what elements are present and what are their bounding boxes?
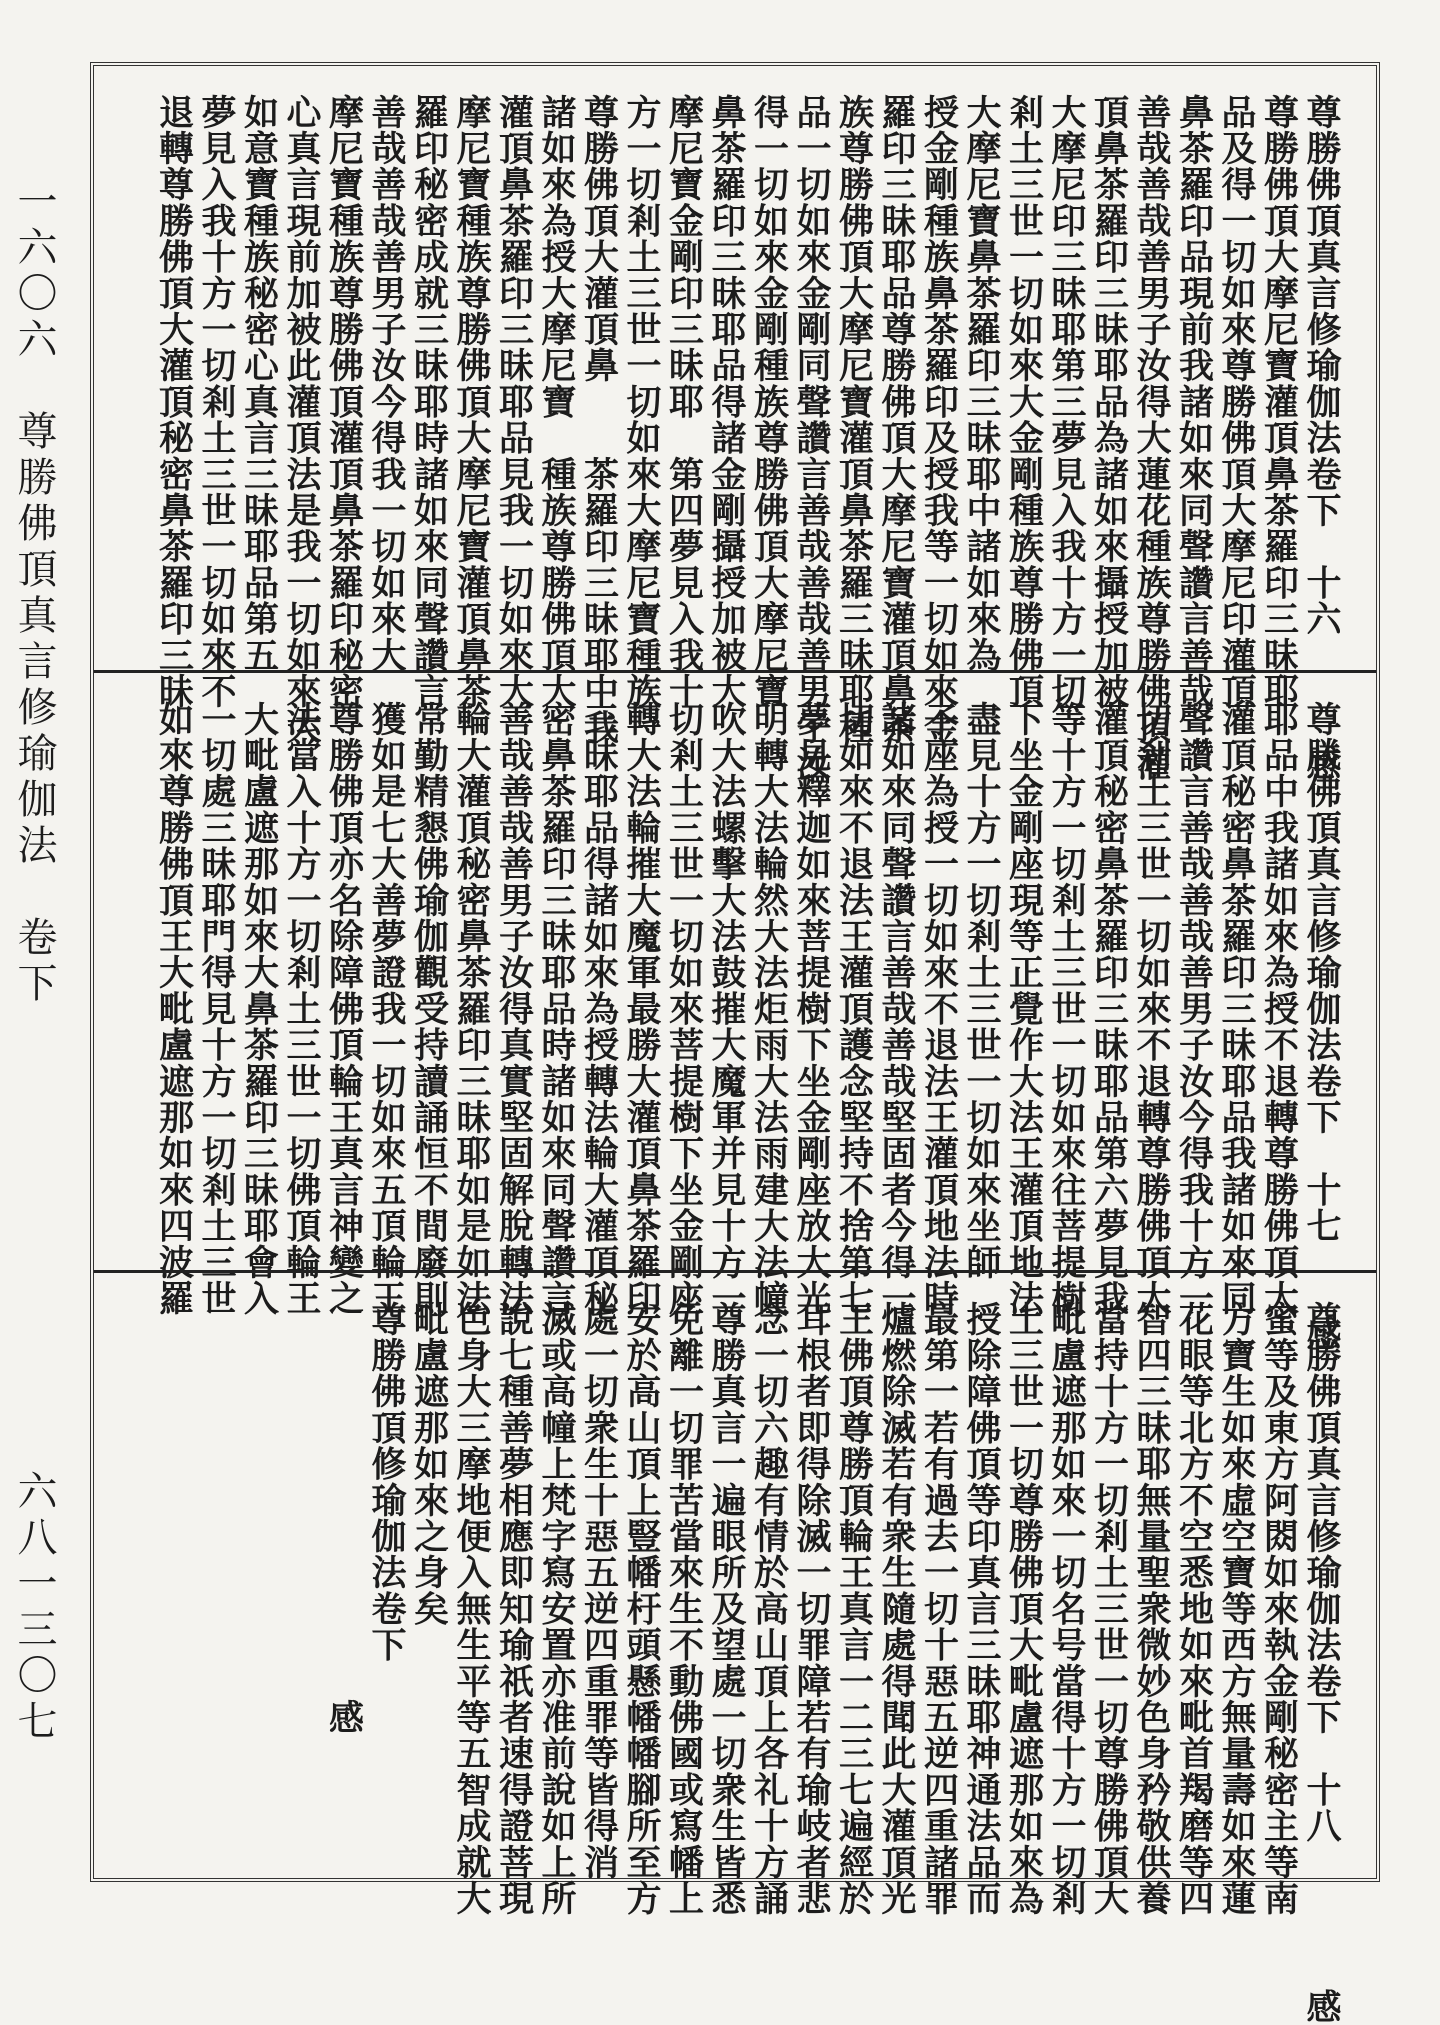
text-column: 灌頂鼻茶羅印三昧耶品見我一切如來大 xyxy=(493,94,535,710)
text-column: 三昧耶品得諸如來為授轉法輪大灌頂秘 xyxy=(578,701,620,1317)
text-column: 夢見入我十方一切剎土三世一切如來不 xyxy=(196,94,237,710)
text-column: 善哉善哉善男子汝得真實堅固解脫轉法 xyxy=(493,701,535,1317)
text-column: 爐燃除滅若有衆生隨處得聞此大灌頂光 xyxy=(876,1301,917,1917)
text-column: 尊勝佛頂大灌頂鼻 茶羅印三昧耶中我 xyxy=(578,94,620,746)
text-column: 尊勝佛頂真言修瑜伽法卷下 十六 感 xyxy=(1301,94,1342,782)
panel-lower xyxy=(94,1270,1376,2025)
text-column: 大毗盧遮那如來大鼻茶羅印三昧耶會入 xyxy=(238,701,280,1317)
text-column: 輪大灌頂秘密鼻茶羅印三昧耶如是如法 xyxy=(451,701,492,1317)
text-column: 花眼等北方不空悉地如來毗首羯磨等四 xyxy=(1173,1301,1215,1917)
text-column: 摩尼寶種族尊勝佛頂大摩尼寶灌頂鼻茶 xyxy=(451,94,492,710)
text-column: 授除障佛頂等印真言三昧耶神通法品而 xyxy=(961,1301,1002,1917)
text-column: 尊勝佛頂真言修瑜伽法卷下 十八 感 xyxy=(1301,1301,1342,2025)
text-column: 退轉尊勝佛頂大灌頂秘密鼻茶羅印三昧 xyxy=(153,94,195,710)
text-column: 密鼻茶羅印三昧耶品時諸如來同聲讚言 xyxy=(536,701,577,1317)
text-column: 轉大法輪摧大魔軍最勝大灌頂鼻茶羅印 xyxy=(621,701,662,1317)
text-column: 善哉善哉善男子汝今得我一切如來大 xyxy=(366,94,407,674)
text-column: 羅印三昧耶品尊勝佛頂大摩尼寶灌頂鼻茶 xyxy=(876,94,917,746)
text-column: 品一切如來金剛同聲讚言善哉善哉善男子汝 xyxy=(791,94,832,782)
text-column: 最第一若有過去一切十惡五逆四重諸罪 xyxy=(918,1301,960,1917)
text-column: 說七種善夢相應即知瑜祇者速得證菩現 xyxy=(493,1301,535,1917)
text-column: 子座為授一切如來不退法王灌頂地法時 xyxy=(918,701,960,1317)
text-column: 摩尼寶種族尊勝佛頂灌頂鼻茶羅印秘密 xyxy=(323,94,365,710)
panel-text xyxy=(152,701,1342,1353)
panel-upper xyxy=(94,66,1376,782)
text-column: 尊勝佛頂大摩尼寶灌頂鼻茶羅印三昧耶 xyxy=(1258,94,1300,710)
text-column: 免離一切罪苦當來生不動佛國或寫幡上 xyxy=(663,1301,705,1917)
text-column: 耳根者即得除滅一切罪障若有瑜岐者悲 xyxy=(791,1301,832,1917)
text-column: 諸如來同聲讚言善哉善哉堅固者今得一 xyxy=(876,701,917,1317)
text-column: 尊勝真言一遍眼所及望處一切衆生皆悉 xyxy=(706,1301,747,1917)
text-column: 智四三昧耶無量聖衆微妙色身矜敬供養 xyxy=(1131,1301,1172,1917)
text-column: 盡見十方一切剎土三世一切如來坐師 xyxy=(961,701,1002,1281)
margin-title: 一六〇六 尊勝佛頂真言修瑜伽法 卷下 xyxy=(11,180,57,1008)
text-column: 品及得一切如來尊勝佛頂大摩尼印灌頂 xyxy=(1216,94,1257,710)
text-column: 一切處三昧耶門得見十方一切剎土三世 xyxy=(196,701,237,1317)
text-column: 獲如是七大善夢證我一切如來五頂輪王 xyxy=(366,701,407,1317)
text-column: 滅或高幢上梵字寫安置亦准前說如上所 xyxy=(536,1301,577,1917)
text-column: 耶品中我諸如來為授不退轉尊勝佛頂大 xyxy=(1258,701,1300,1317)
text-column: 灌頂秘密鼻茶羅印三昧耶品第六夢見我 xyxy=(1088,701,1130,1317)
text-column: 法當入十方一切剎土三世一切佛頂輪王 xyxy=(281,701,322,1317)
text-column: 切剎土三世一切如來不退轉尊勝佛頂大 xyxy=(1131,701,1172,1317)
text-column: 鼻茶羅印三昧耶品得諸金剛攝授加被大 xyxy=(706,94,747,710)
text-column: 當持十方一切剎土三世一切尊勝佛頂大 xyxy=(1088,1301,1130,1917)
text-column: 剎土三世一切如來大金剛種族尊勝佛頂 xyxy=(1003,94,1045,710)
text-column: 念一切六趣有情於高山頂上各礼十方誦 xyxy=(748,1301,790,1917)
text-column: 處一切衆生十惡五逆四重罪等皆得消 xyxy=(578,1301,620,1881)
text-column: 大摩尼寶鼻茶羅印三昧耶中諸如來為 xyxy=(961,94,1002,674)
text-column: 得一切如來金剛種族尊勝佛頂大摩尼寶 xyxy=(748,94,790,710)
text-column: 善哉善哉善男子汝得大蓮花種族尊勝佛頂灌 xyxy=(1131,94,1172,782)
panel-middle xyxy=(94,670,1376,1353)
text-column: 蜜等及東方阿閦如來執金剛秘密主等南 xyxy=(1258,1301,1300,1917)
text-column: 等十方一切剎土三世一切如來往菩提樹 xyxy=(1046,701,1087,1317)
text-column: 安於高山頂上豎幡杅頭懸幡幡腳所至方 xyxy=(621,1301,662,1917)
text-column: 頂鼻茶羅印三昧耶品為諸如來攝授加被 xyxy=(1088,94,1130,710)
text-column: 如來尊勝佛頂王大毗盧遮那如來四波羅 xyxy=(153,701,195,1317)
text-column: 方一切剎土三世一切如來大摩尼寶種族 xyxy=(621,94,662,710)
text-column: 聲讚言善哉善哉善男子汝今得我十方一 xyxy=(1173,701,1215,1317)
text-column: 吹大法螺擊大法鼓摧大魔軍并見十方一 xyxy=(706,701,747,1317)
text-column: 族尊勝佛頂大摩尼寶灌頂鼻茶羅三昧耶種 xyxy=(833,94,875,746)
text-column: 摩尼寶金剛印三昧耶 第四夢見入我十 xyxy=(663,94,705,710)
scripture-frame xyxy=(90,62,1380,2025)
text-column: 如意寶種族秘密心真言三昧耶品第五 xyxy=(238,94,280,674)
text-column: 下坐金剛座現等正覺作大法王灌頂地法 xyxy=(1003,701,1045,1317)
text-column: 色身大三摩地便入無生平等五智成就大 xyxy=(451,1301,492,1917)
text-column: 明轉大法輪然大法炬雨大法雨建大法幢 xyxy=(748,701,790,1317)
text-column: 切如來不退法王灌頂護念堅持不捨第七 xyxy=(833,701,875,1317)
text-column: 羅印秘密成就三昧耶時諸如來同聲讚言 xyxy=(408,94,450,710)
text-column: 方寶生如來虛空寶等西方無量壽如來蓮 xyxy=(1216,1301,1257,1917)
text-column: 心真言現前加被此灌頂法是我一切如來大 xyxy=(281,94,322,746)
text-column: 諸如來為授大摩尼寶 種族尊勝佛頂大 xyxy=(536,94,577,710)
text-column: 灌頂秘密鼻茶羅印三昧耶品我諸如來同 xyxy=(1216,701,1257,1317)
text-column: 毗盧遮那如來之身矣 xyxy=(408,1301,450,1627)
text-column: 常勤精懇佛瑜伽觀受持讀誦恒不間廢則 xyxy=(408,701,450,1317)
text-column: 尊勝佛頂修瑜伽法卷下 xyxy=(366,1301,407,1663)
text-column: 尊勝佛頂真言修瑜伽法卷下 十七 感 xyxy=(1301,701,1342,1353)
panel-text xyxy=(322,1301,1342,2025)
text-column: 感 xyxy=(323,1301,365,1736)
text-column: 大摩尼印三昧耶第三夢見入我十方一切 xyxy=(1046,94,1087,710)
text-column: 鼻茶羅印品現前我諸如來同聲讚言善哉 xyxy=(1173,94,1215,710)
margin-page-number: 六八一三〇七 xyxy=(11,1470,57,1746)
text-column: 王佛頂尊勝頂輪王真言一二三七遍經於 xyxy=(833,1301,875,1917)
text-column: 尊勝佛頂亦名除障佛頂輪王真言神變之 xyxy=(323,701,365,1317)
text-column: 土三世一切尊勝佛頂大毗盧遮那如來為 xyxy=(1003,1301,1045,1917)
text-column: 授金剛種族鼻茶羅印及授我等一切如來金 xyxy=(918,94,960,746)
text-column: 切剎土三世一切如來菩提樹下坐金剛座 xyxy=(663,701,705,1317)
text-column: 夢見釋迦如來菩提樹下坐金剛座放大光 xyxy=(791,701,832,1317)
text-column: 毗盧遮那如來一切名号當得十方一切剎 xyxy=(1046,1301,1087,1917)
